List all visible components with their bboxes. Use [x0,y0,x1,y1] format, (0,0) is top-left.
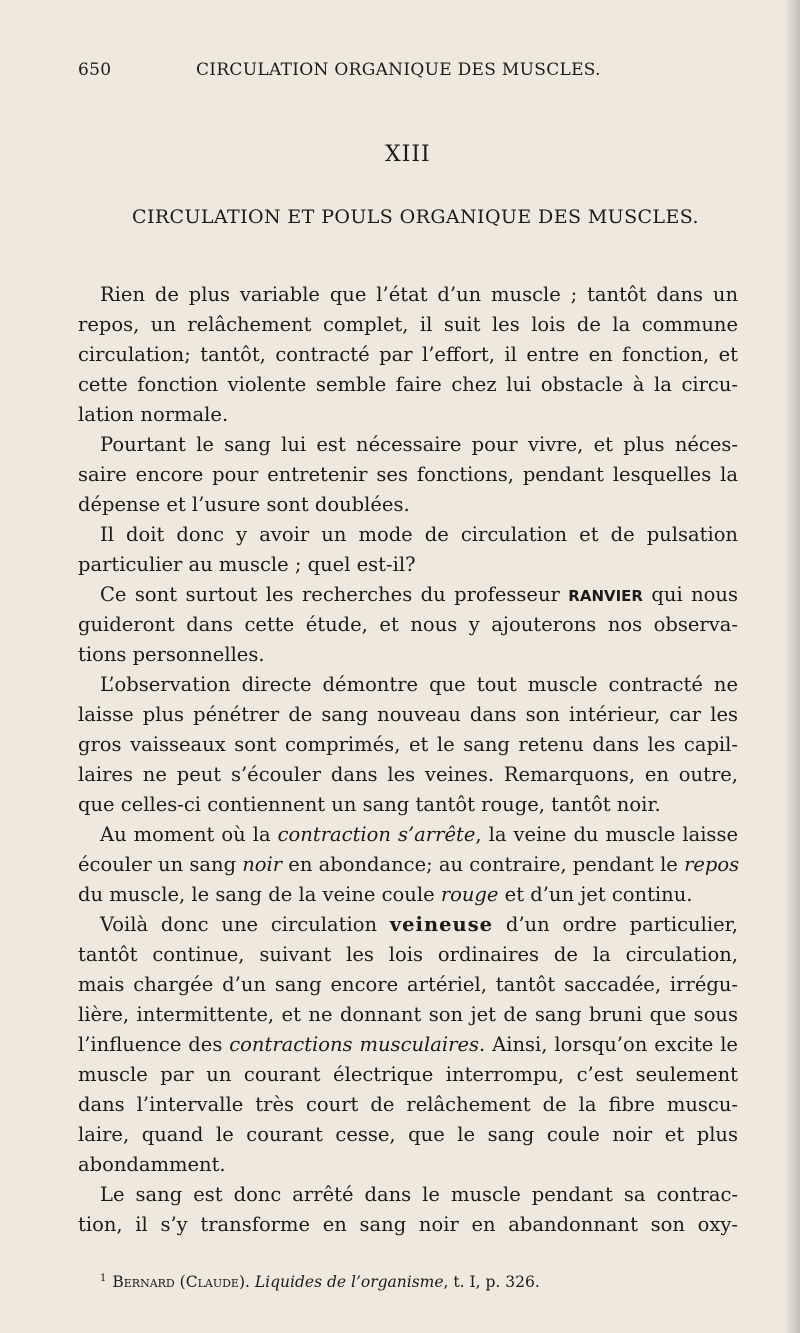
chapter-number: XIII [385,142,431,167]
text-line: abondamment. [78,1153,226,1176]
text-line: Rien de plus variable que l’état d’un muscle ; tantôt dans un [100,283,738,306]
text-line: que celles-ci contiennent un sang tantôt rouge, tantôt noir. [78,793,661,816]
text-run: écouler un sang [78,853,243,876]
running-header [78,60,638,88]
italic-word: repos [684,853,740,876]
text-run: Au moment où la [100,823,278,846]
text-line: mais chargée d’un sang encore artériel, tantôt saccadée, irrégu- [78,973,738,996]
footnote-work: Liquides de l’organisme [254,1273,444,1292]
footnote [100,1273,540,1291]
text-line [78,580,738,610]
text-line: guideront dans cette étude, et nous y ajouterons nos observa- [78,613,738,636]
footnote-ref: , t. I, p. 326. [443,1273,540,1292]
text-line: dans l’intervalle très court de relâchement de la fibre muscu- [78,1093,738,1116]
text-line: Le sang est donc arrêté dans le muscle pendant sa contrac- [100,1183,738,1206]
footnote-marker: 1 [100,1273,107,1284]
text-run: d’un ordre particulier, [493,913,738,936]
italic-phrase: contraction s’arrête [277,823,476,846]
text-run: en abondance; au contraire, pendant le [282,853,685,876]
text-line: Pourtant le sang lui est nécessaire pour vivre, et plus néces- [100,433,738,456]
text-line: saire encore pour entretenir ses fonctions, pendant lesquelles la [78,463,738,486]
italic-word: rouge [440,883,499,906]
running-title: CIRCULATION ORGANIQUE DES MUSCLES. [196,60,601,80]
text-line: circulation; tantôt, contracté par l’effort, il entre en fonction, et [78,343,738,366]
text-run: du muscle, le sang de la veine coule [78,883,441,906]
text-line: lation normale. [78,403,229,426]
text-line: repos, un relâchement complet, il suit les lois de la commune [78,313,738,336]
text-line: Il doit donc y avoir un mode de circulation et de pulsation [100,523,738,546]
text-line: laire, quand le courant cesse, que le sang coule noir et plus [78,1123,738,1146]
text-line: laisse plus pénétrer de sang nouveau dans son intérieur, car les [78,703,738,726]
bold-word: veineuse [389,913,494,936]
text-line [78,850,738,880]
text-line: tion, il s’y transforme en sang noir en abandonnant son oxy- [78,1213,738,1236]
page-edge-shadow [784,0,800,1333]
italic-word: noir [242,853,283,876]
italic-phrase: contractions musculaires [229,1033,480,1056]
text-run: et d’un jet continu. [498,883,693,906]
text-run: l’influence des [78,1033,230,1056]
text-run: Voilà donc une circulation [100,913,390,936]
text-line: particulier au muscle ; quel est-il? [78,553,416,576]
text-line: cette fonction violente semble faire chez lui obstacle à la circu- [78,373,738,396]
text-line: L’observation directe démontre que tout muscle contracté ne [100,673,738,696]
text-line [78,910,738,940]
footnote-author: Bernard (Claude). [112,1273,250,1292]
text-run: Ce sont surtout les recherches du professeur [100,583,569,606]
page-number: 650 [78,60,112,80]
text-run: qui nous [642,583,738,606]
text-run: , la veine du muscle laisse [475,823,738,846]
text-line [78,1030,738,1060]
text-line [78,820,738,850]
body-text [78,280,738,1240]
text-line: gros vaisseaux sont comprimés, et le sang retenu dans les capil- [78,733,738,756]
text-line: tantôt continue, suivant les lois ordinaires de la circulation, [78,943,738,966]
text-line: dépense et l’usure sont doublées. [78,493,410,516]
text-line [78,880,738,910]
text-line: muscle par un courant électrique interrompu, c’est seulement [78,1063,738,1086]
author-name-ranvier: RANVIER [568,587,643,605]
text-run: . Ainsi, lorsqu’on excite le [479,1033,738,1056]
chapter-title: CIRCULATION ET POULS ORGANIQUE DES MUSCLES. [132,206,699,228]
text-line: laires ne peut s’écouler dans les veines. Remarquons, en outre, [78,763,738,786]
text-line: tions personnelles. [78,643,265,666]
text-line: lière, intermittente, et ne donnant son jet de sang bruni que sous [78,1003,738,1026]
